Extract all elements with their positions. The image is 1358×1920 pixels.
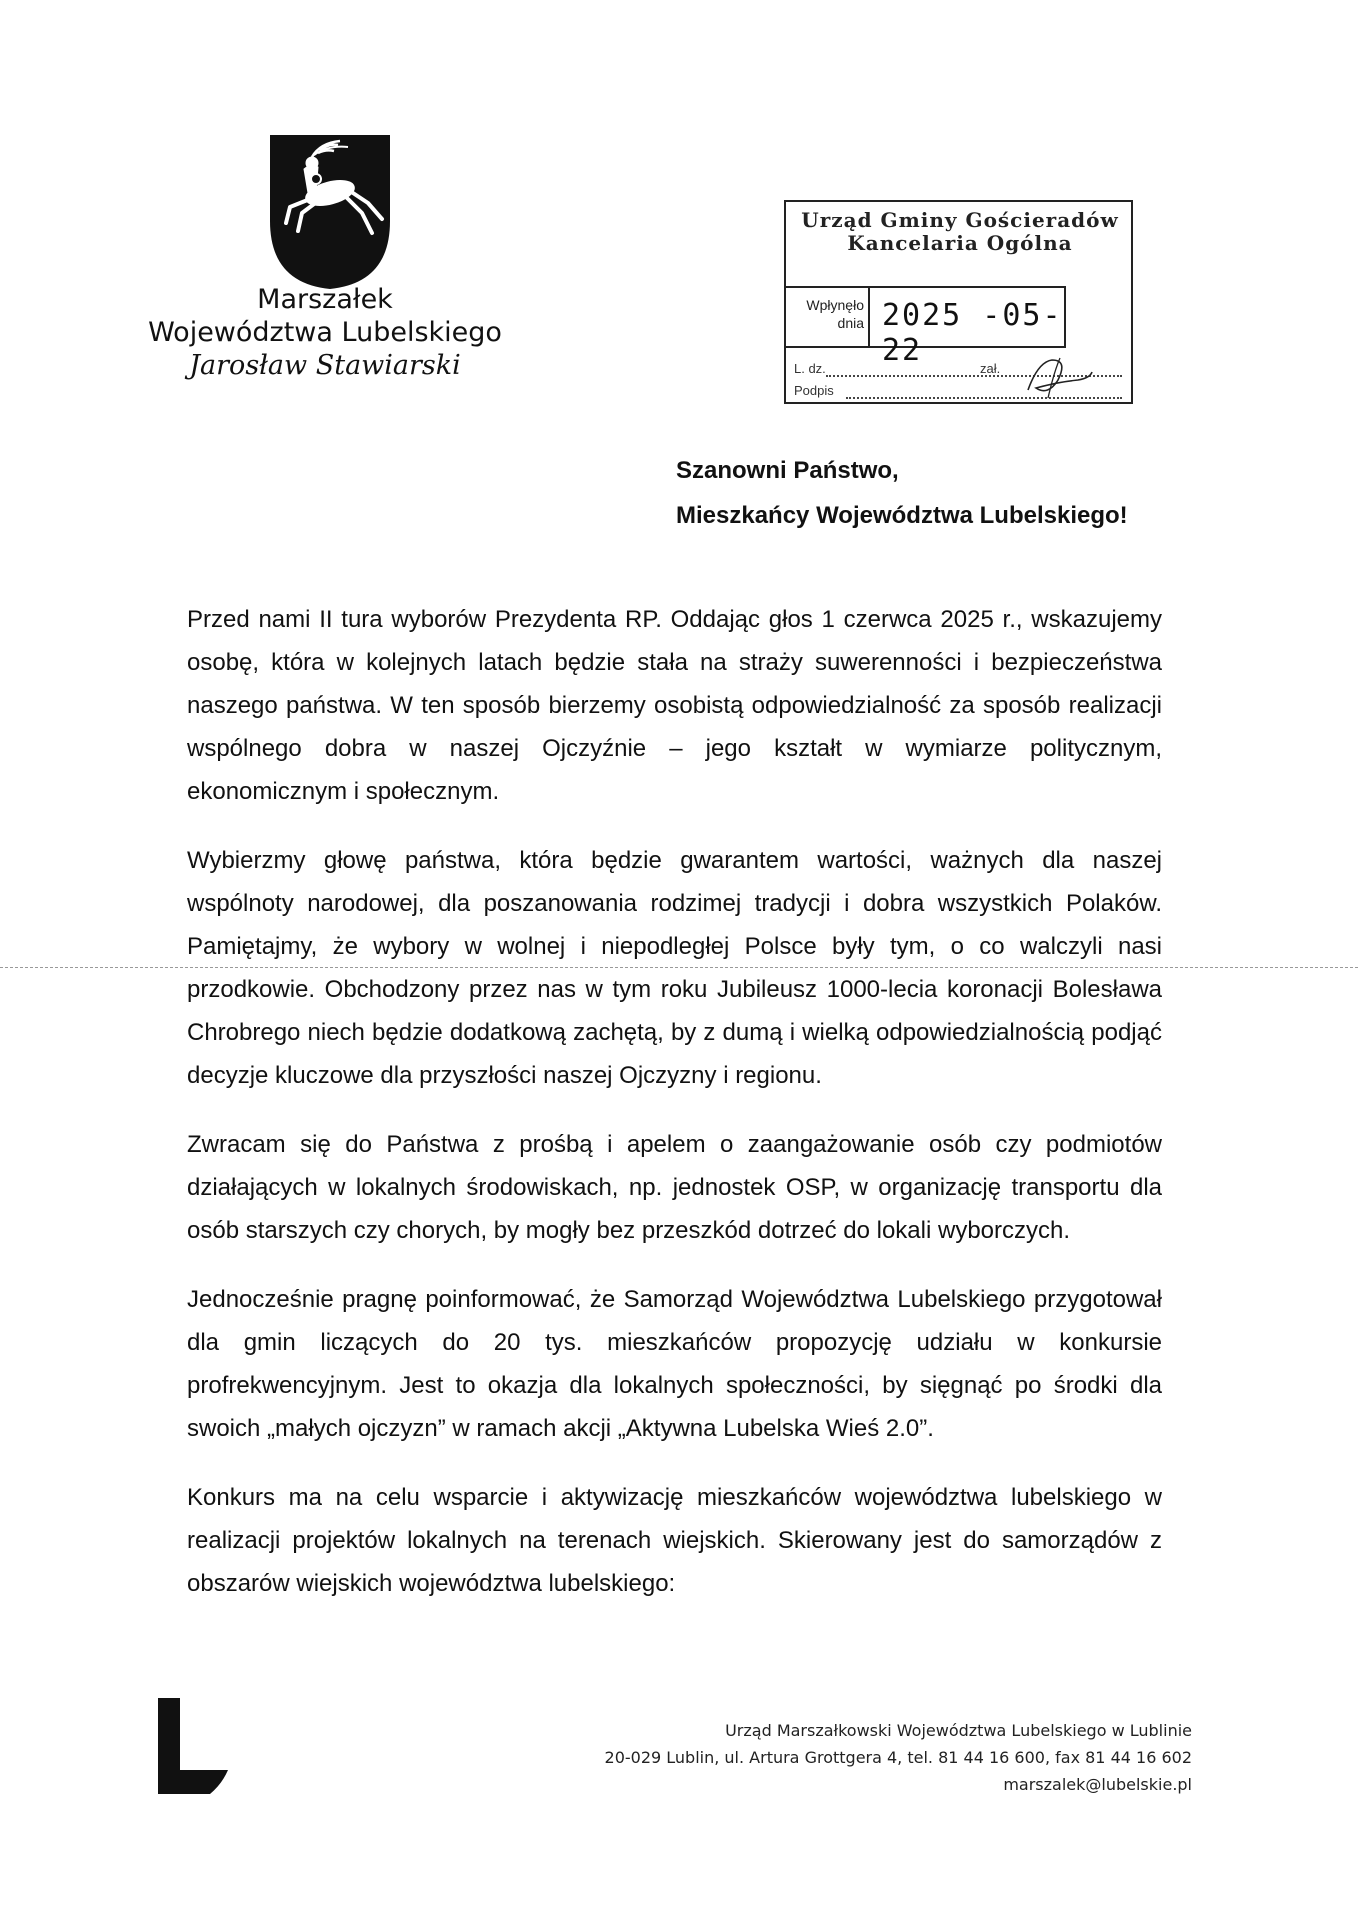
received-label-2: dnia — [837, 315, 864, 331]
lubelskie-logo-icon — [156, 1698, 230, 1796]
coat-of-arms-icon — [268, 133, 392, 291]
body-paragraph: Jednocześnie pragnę poinformować, że Samorząd Województwa Lubelskiego przygotował dla gmin liczących do 20 tys. mieszkańców propozycję udziału w konkursie profrekwencyjnym. Jest to okazja dla lokalnych społeczności, by sięgnąć po środki dla swoich „małych ojczyzn” w ramach akcji „Aktywna Lubelska Wieś 2.0”. — [187, 1286, 1162, 1442]
salutation-line-2: Mieszkańcy Województwa Lubelskiego! — [676, 502, 1128, 529]
sender-org: Województwa Lubelskiego — [148, 317, 502, 348]
footer-email: marszalek@lubelskie.pl — [1003, 1775, 1192, 1794]
sender-block — [120, 283, 530, 382]
body-paragraph: Wybierzmy głowę państwa, która będzie gwarantem wartości, ważnych dla naszej wspólnoty narodowej, dla poszanowania rodzimej tradycji i dobra wszystkich Polaków. Pamiętajmy, że wybory w wolnej i niepodległej Polsce były tym, o co walczyli nasi przodkowie. Obchodzony przez nas w tym roku Jubileusz 1000-lecia koronacji Bolesława Chrobrego niech będzie dodatkową zachętą, by z dumą i wielką odpowiedzialnością podjąć decyzje kluczowe dla przyszłości naszej Ojczyzny i regionu. — [187, 847, 1162, 1089]
footer — [560, 1717, 1192, 1798]
stamp-podpis-label: Podpis — [794, 383, 834, 398]
stamp-separator — [868, 288, 870, 346]
received-label-1: Wpłynęło — [806, 297, 864, 313]
sender-name: Jarosław Stawiarski — [189, 350, 461, 381]
stamp-ldz-label: L. dz. — [794, 361, 826, 376]
body-paragraph: Konkurs ma na celu wsparcie i aktywizację mieszkańców województwa lubelskiego w realizacji projektów lokalnych na terenach wiejskich. Skierowany jest do samorządów z obszarów wiejskich województwa lubelskiego: — [187, 1484, 1162, 1597]
stamp-office-line: Urząd Gminy Gościeradów — [801, 208, 1119, 232]
body-paragraph: Zwracam się do Państwa z prośbą i apelem o zaangażowanie osób czy podmiotów działających w lokalnych środowiskach, np. jednostek OSP, w organizację transportu dla osób starszych czy chorych, by mogły bez przeszkód dotrzeć do lokali wyborczych. — [187, 1131, 1162, 1244]
sender-title: Marszałek — [257, 284, 393, 315]
salutation-line-1: Szanowni Państwo, — [676, 457, 899, 484]
footer-address: 20-029 Lublin, ul. Artura Grottgera 4, tel. 81 44 16 600, fax 81 44 16 602 — [604, 1748, 1192, 1767]
registry-stamp — [784, 200, 1133, 404]
body-paragraph: Przed nami II tura wyborów Prezydenta RP. Oddając głos 1 czerwca 2025 r., wskazujemy osobę, która w kolejnych latach będzie stała na straży suwerenności i bezpieczeństwa naszego państwa. W ten sposób bierzemy osobistą odpowiedzialność za sposób realizacji wspólnego dobra w naszej Ojczyźnie – jego kształt w wymiarze politycznym, ekonomicznym i społecznym. — [187, 606, 1162, 805]
stamp-received-label — [792, 296, 864, 332]
letter-body — [187, 598, 1162, 1631]
salutation — [676, 448, 1128, 538]
footer-org: Urząd Marszałkowski Województwa Lubelskiego w Lublinie — [725, 1721, 1192, 1740]
stamp-received-box — [786, 286, 1066, 368]
stamp-dept-line: Kancelaria Ogólna — [847, 231, 1073, 255]
stamp-zal-label: zał. — [980, 361, 1001, 376]
handwritten-signature — [1008, 352, 1098, 402]
stamp-received-date: 2025 -05- 22 — [882, 298, 1063, 368]
